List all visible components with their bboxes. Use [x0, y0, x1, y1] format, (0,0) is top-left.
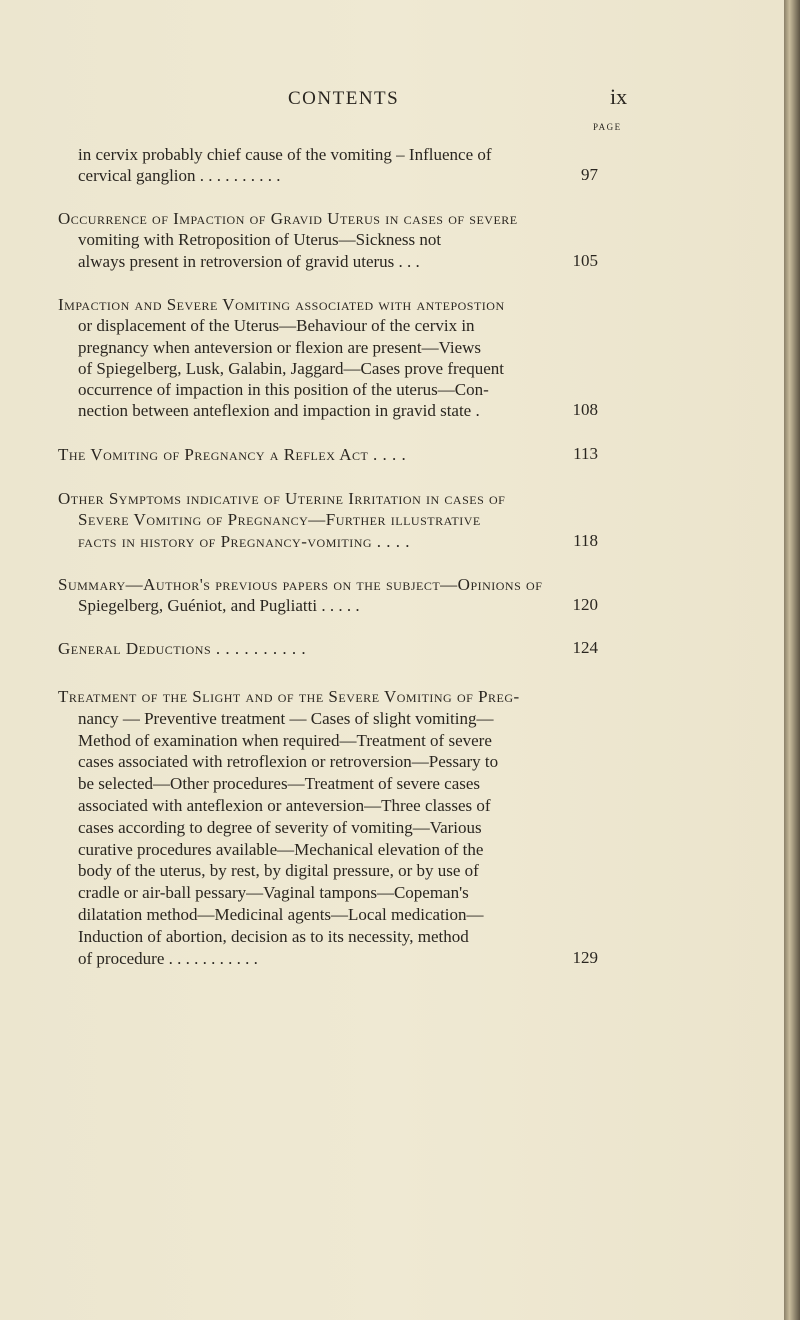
toc-entry — [58, 488, 598, 552]
entry-line: Other Symptoms indicative of Uterine Irritation in cases of — [58, 489, 506, 508]
entry-line: of Spiegelberg, Lusk, Galabin, Jaggard—Cases prove frequent — [78, 358, 504, 378]
entry-line: facts in history of Pregnancy-vomiting . . . . — [78, 531, 411, 551]
book-page-edge — [784, 0, 800, 1320]
page-column-label: PAGE — [593, 122, 622, 132]
toc-entry — [58, 638, 598, 659]
toc-entry — [58, 144, 598, 187]
entry-line: Treatment of the Slight and of the Severe Vomiting of Preg- — [58, 687, 520, 706]
entry-line: be selected—Other procedures—Treatment of severe cases — [78, 774, 481, 794]
entry-line: Summary—Author's previous papers on the subject—Opinions of — [58, 575, 543, 594]
toc-entry — [58, 294, 598, 422]
toc-entry — [58, 208, 598, 272]
entry-line: always present in retroversion of gravid uterus . . . — [78, 251, 420, 271]
page-header — [0, 84, 784, 114]
entry-line: curative procedures available—Mechanical elevation of the — [78, 839, 484, 859]
entry-page-number: 120 — [572, 595, 598, 614]
entry-line: body of the uterus, by rest, by digital pressure, or by use of — [78, 861, 479, 881]
entry-line: cervical ganglion . . . . . . . . . . — [78, 166, 281, 186]
entry-line: cases according to degree of severity of vomiting—Various — [78, 817, 482, 837]
entry-page-number: 129 — [572, 948, 598, 967]
entry-line: nancy — Preventive treatment — Cases of slight vomiting— — [78, 708, 494, 728]
entry-line: Induction of abortion, decision as to its necessity, method — [78, 926, 469, 946]
entry-line: or displacement of the Uterus—Behaviour of the cervix in — [78, 316, 475, 336]
entry-line: occurrence of impaction in this position of the uterus—Con- — [78, 380, 489, 400]
entry-page-number: 124 — [572, 638, 598, 657]
toc-entry — [58, 444, 598, 465]
entry-line: of procedure . . . . . . . . . . . — [78, 948, 258, 968]
running-title: CONTENTS — [288, 88, 400, 109]
entry-line: Severe Vomiting of Pregnancy—Further illustrative — [78, 510, 481, 530]
entry-line: cases associated with retroflexion or retroversion—Pessary to — [78, 752, 499, 772]
entry-line: vomiting with Retroposition of Uterus—Sickness not — [78, 230, 442, 250]
toc-entry — [58, 574, 598, 617]
toc-entry — [58, 686, 598, 969]
entry-page-number: 108 — [572, 400, 598, 419]
entry-line: in cervix probably chief cause of the vomiting – Influence of — [78, 145, 492, 164]
entry-line: pregnancy when anteversion or flexion are present—Views — [78, 337, 482, 357]
entry-page-number: 118 — [573, 531, 598, 550]
entry-page-number: 105 — [572, 251, 598, 270]
entry-line: dilatation method—Medicinal agents—Local medication— — [78, 904, 484, 924]
entry-line: nection between anteflexion and impaction in gravid state . — [78, 401, 480, 421]
entry-line: General Deductions . . . . . . . . . . — [58, 639, 307, 658]
entry-line: The Vomiting of Pregnancy a Reflex Act . . . . — [58, 445, 407, 464]
entry-line: Method of examination when required—Treatment of severe — [78, 730, 492, 750]
entry-line: associated with anteflexion or anteversion—Three classes of — [78, 795, 491, 815]
entry-page-number: 113 — [573, 444, 598, 463]
entry-line: cradle or air-ball pessary—Vaginal tampons—Copeman's — [78, 883, 469, 903]
entry-line: Occurrence of Impaction of Gravid Uterus in cases of severe — [58, 209, 518, 228]
entry-line: Spiegelberg, Guéniot, and Pugliatti . . . . . — [78, 596, 360, 616]
entry-page-number: 97 — [581, 165, 598, 184]
page-folio: ix — [610, 84, 628, 109]
entry-line: Impaction and Severe Vomiting associated with antepostion — [58, 295, 505, 314]
